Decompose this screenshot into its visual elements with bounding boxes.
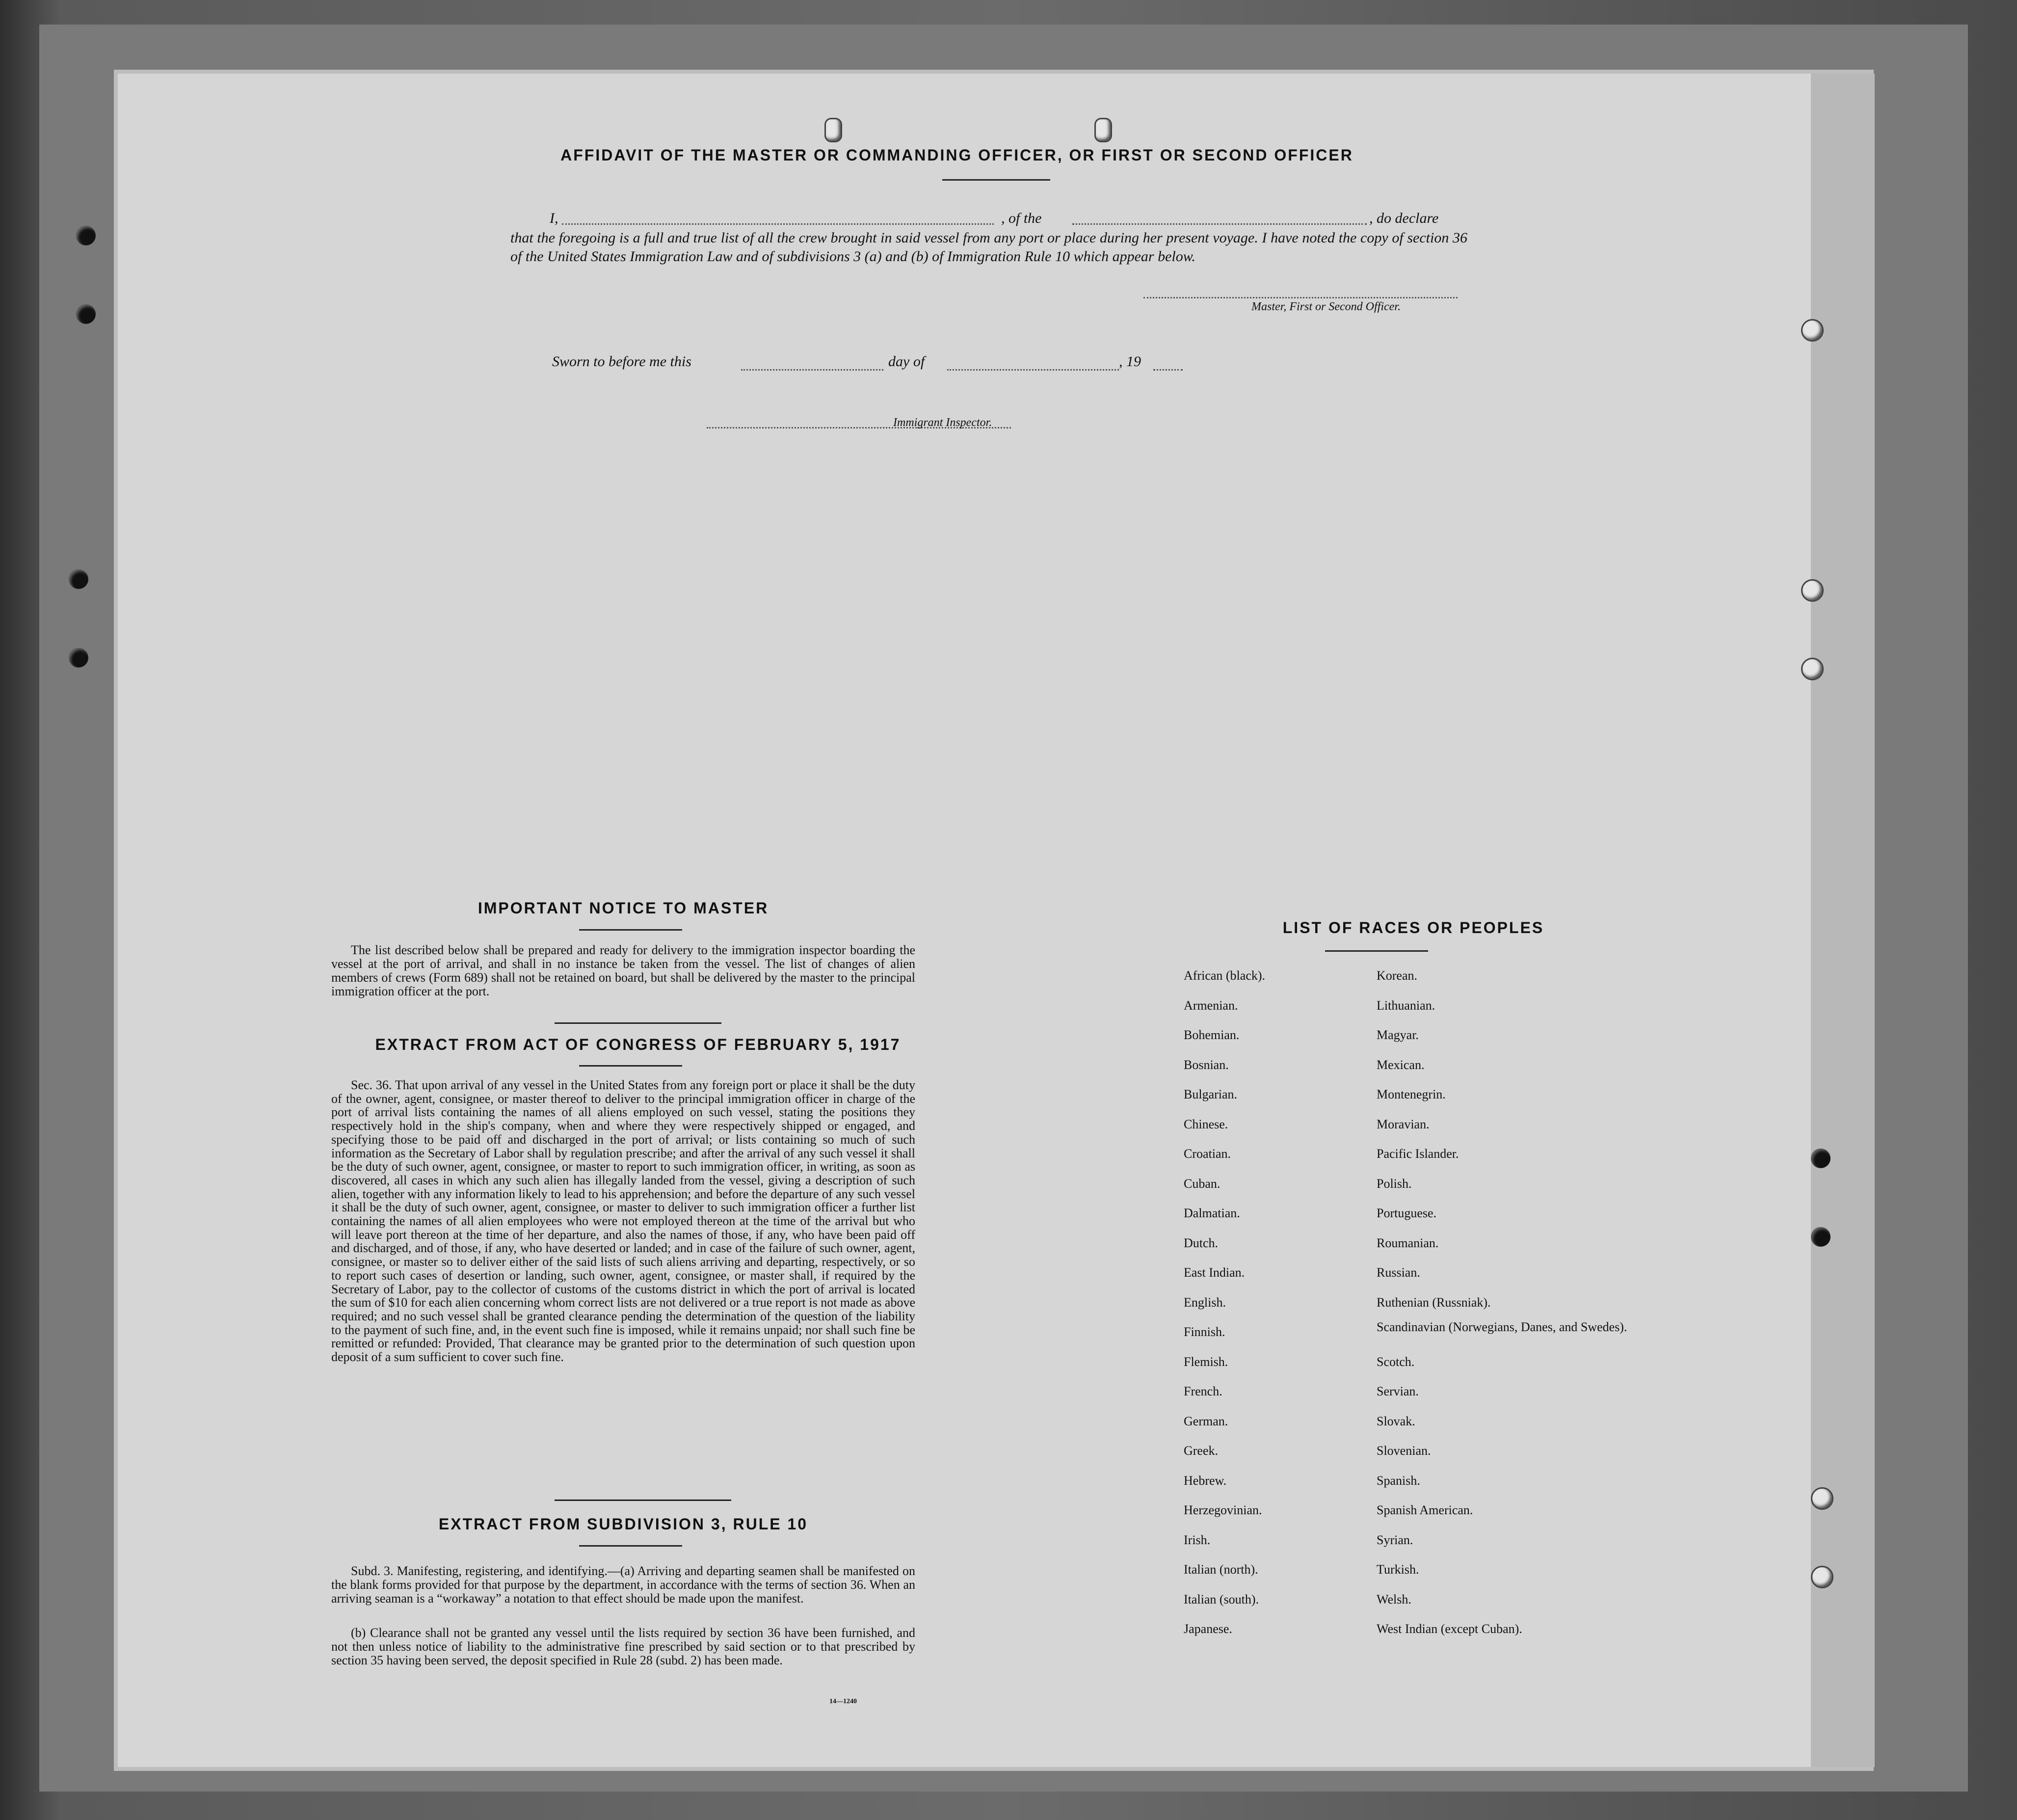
master-signature-line xyxy=(1143,297,1458,298)
race-item: Dutch. xyxy=(1184,1235,1219,1250)
binder-hole xyxy=(1811,1487,1833,1510)
sworn-year-blank xyxy=(1153,369,1183,371)
binder-hole xyxy=(824,118,842,142)
affidavit-title: AFFIDAVIT OF THE MASTER OR COMMANDING OFFICER, OR FIRST OR SECOND OFFICER xyxy=(560,146,1354,164)
race-item: German. xyxy=(1184,1414,1228,1428)
sworn-day-blank xyxy=(741,369,883,371)
race-item: French. xyxy=(1184,1384,1222,1398)
race-item: Polish. xyxy=(1377,1176,1412,1191)
name-blank-line xyxy=(562,223,994,225)
race-item: Servian. xyxy=(1377,1384,1419,1398)
race-item: Montenegrin. xyxy=(1377,1087,1446,1101)
binder-hole xyxy=(1811,1566,1833,1588)
divider xyxy=(942,179,1050,181)
divider xyxy=(555,1022,721,1024)
vessel-blank-line xyxy=(1072,223,1367,225)
races-title: LIST OF RACES OR PEOPLES xyxy=(1282,919,1544,937)
race-item: West Indian (except Cuban). xyxy=(1377,1622,1522,1636)
rule-para-b: (b) Clearance shall not be granted any vessel until the lists required by section 36 have been furnished, and not then unless notice of liability to the administrative fine prescribed by said section or to that prescribed by section 35 having been served, the deposit specified in Rule 28 (subd. 2) has been made. xyxy=(331,1626,915,1667)
race-item: Spanish. xyxy=(1377,1473,1420,1488)
affidavit-body: that the foregoing is a full and true list of all the crew brought in said vessel from any port or place during her present voyage. I have noted the copy of section 36 of the United States Immigration Law and of subdivisions 3 (a) and (b) of Immigration Rule 10 which appear below. xyxy=(510,230,1467,265)
race-item: Bosnian. xyxy=(1184,1057,1229,1072)
form-number: 14—1240 xyxy=(829,1698,857,1705)
binder-hole xyxy=(69,569,88,589)
master-signature-label: Master, First or Second Officer. xyxy=(1251,300,1401,313)
race-item: Armenian. xyxy=(1184,998,1238,1013)
binder-hole xyxy=(76,226,96,245)
race-item: Scandinavian (Norwegians, Danes, and Swedes). xyxy=(1377,1320,1627,1334)
notice-title: IMPORTANT NOTICE TO MASTER xyxy=(478,899,769,917)
rule-para-a: Subd. 3. Manifesting, registering, and identifying.—(a) Arriving and departing seamen shall be manifested on the blank forms provided for that purpose by the department, in accordance with the terms of section 36. When an arriving seaman is a “workaway” a notation to that effect should be made upon the manifest. xyxy=(331,1564,915,1606)
binder-hole xyxy=(1094,118,1112,142)
divider xyxy=(579,1065,682,1067)
race-item: Bohemian. xyxy=(1184,1028,1240,1042)
race-item: Hebrew. xyxy=(1184,1473,1227,1488)
sworn-month-blank xyxy=(947,369,1119,371)
divider xyxy=(1325,950,1428,952)
race-item: Syrian. xyxy=(1377,1532,1413,1547)
race-item: Turkish. xyxy=(1377,1562,1419,1577)
sworn-day-of: day of xyxy=(888,353,925,370)
race-item: Slovak. xyxy=(1377,1414,1415,1428)
divider xyxy=(579,929,682,931)
race-item: East Indian. xyxy=(1184,1265,1245,1280)
race-item: Ruthenian (Russniak). xyxy=(1377,1295,1491,1310)
race-item: Magyar. xyxy=(1377,1028,1419,1042)
act-title: EXTRACT FROM ACT OF CONGRESS OF FEBRUARY 5, 1917 xyxy=(375,1036,901,1053)
race-item: Dalmatian. xyxy=(1184,1206,1240,1220)
race-item: Russian. xyxy=(1377,1265,1420,1280)
act-body: Sec. 36. That upon arrival of any vessel in the United States from any foreign port or place it shall be the duty of the owner, agent, consignee, or master thereof to deliver to the principal immigration officer in charge of the port of arrival lists containing the names of all aliens employed on such vessel, stating the positions they respectively hold in the ship's company, when and where they were respectively shipped or engaged, and specifying those to be paid off and discharged in the port of arrival; or lists containing so much of such information as the Secretary of Labor shall by regulation prescribe; and after the arrival of any such vessel it shall be the duty of such owner, agent, consignee, or master to report to such immigration officer, in writing, as soon as discovered, all cases in which any such alien has illegally landed from the vessel, giving a description of such alien, together with any information likely to lead to his apprehension; and before the departure of any such vessel it shall be the duty of such owner, agent, consignee, or master to deliver to such immigration officer a further list containing the names of all alien employees who were not employed thereon at the time of the arrival but who will leave port thereon at the time of her departure, and also the names of those, if any, who have been paid off and discharged, and of those, if any, who have deserted or landed; and in case of the failure of such owner, agent, consignee, or master so to deliver either of the said lists of such aliens arriving and departing, respectively, or so to report such cases of desertion or landing, such owner, agent, consignee, or master shall, if required by the Secretary of Labor, pay to the collector of customs of the customs district in which the port of arrival is located the sum of $10 for each alien concerning whom correct lists are not delivered or a true report is not made as above required; and no such vessel shall be granted clearance pending the determination of the question of the liability to the payment of such fine, and, in the event such fine is imposed, while it remains unpaid; nor shall such fine be remitted or refunded: Provided, That clearance may be granted prior to the determination of such question upon deposit of a sum sufficient to cover such fine. xyxy=(331,1078,915,1365)
divider xyxy=(555,1499,731,1501)
race-item: Italian (south). xyxy=(1184,1592,1259,1606)
race-item: Italian (north). xyxy=(1184,1562,1258,1577)
race-item: Herzegovinian. xyxy=(1184,1503,1262,1517)
binder-hole xyxy=(1801,579,1824,602)
race-item: Welsh. xyxy=(1377,1592,1411,1606)
race-item: Lithuanian. xyxy=(1377,998,1435,1013)
race-item: African (black). xyxy=(1184,968,1266,983)
races-list-right xyxy=(1377,961,1632,1644)
race-item: Chinese. xyxy=(1184,1117,1228,1131)
races-list-left xyxy=(1184,961,1370,1644)
race-item: Finnish. xyxy=(1184,1325,1225,1339)
race-item: Spanish American. xyxy=(1377,1503,1473,1517)
affidavit-i-label: I, xyxy=(550,210,558,226)
race-item: Moravian. xyxy=(1377,1117,1430,1131)
race-item: Pacific Islander. xyxy=(1377,1147,1459,1161)
binder-hole xyxy=(1811,1149,1831,1168)
race-item: Cuban. xyxy=(1184,1176,1221,1191)
race-item: Scotch. xyxy=(1377,1354,1415,1369)
race-item: Portuguese. xyxy=(1377,1206,1437,1220)
notice-body: The list described below shall be prepared and ready for delivery to the immigration inspector boarding the vessel at the port of arrival, and shall in no instance be taken from the vessel. The list of changes of alien members of crews (Form 689) shall not be retained on board, but shall be delivered by the master to the principal immigration officer at the port. xyxy=(331,943,915,998)
race-item: Japanese. xyxy=(1184,1622,1232,1636)
sworn-prefix: Sworn to before me this xyxy=(552,353,691,370)
inspector-label: Immigrant Inspector. xyxy=(893,416,992,429)
do-declare-label: , do declare xyxy=(1369,210,1439,226)
race-item: Roumanian. xyxy=(1377,1235,1439,1250)
binder-hole xyxy=(69,648,88,668)
race-item: Flemish. xyxy=(1184,1354,1228,1369)
race-item: Irish. xyxy=(1184,1532,1211,1547)
race-item: Croatian. xyxy=(1184,1147,1231,1161)
binder-hole xyxy=(76,304,96,324)
binder-hole xyxy=(1801,319,1824,342)
race-item: Mexican. xyxy=(1377,1057,1425,1072)
affidavit-of-the-label: , of the xyxy=(1001,210,1042,226)
race-item: Slovenian. xyxy=(1377,1444,1431,1458)
race-item: English. xyxy=(1184,1295,1226,1310)
sworn-year: , 19 xyxy=(1119,353,1141,370)
race-item: Bulgarian. xyxy=(1184,1087,1238,1101)
binder-hole xyxy=(1801,658,1824,680)
binder-hole xyxy=(1811,1227,1831,1247)
race-item: Korean. xyxy=(1377,968,1418,983)
divider xyxy=(579,1545,682,1547)
rule-title: EXTRACT FROM SUBDIVISION 3, RULE 10 xyxy=(438,1515,808,1533)
race-item: Greek. xyxy=(1184,1444,1219,1458)
